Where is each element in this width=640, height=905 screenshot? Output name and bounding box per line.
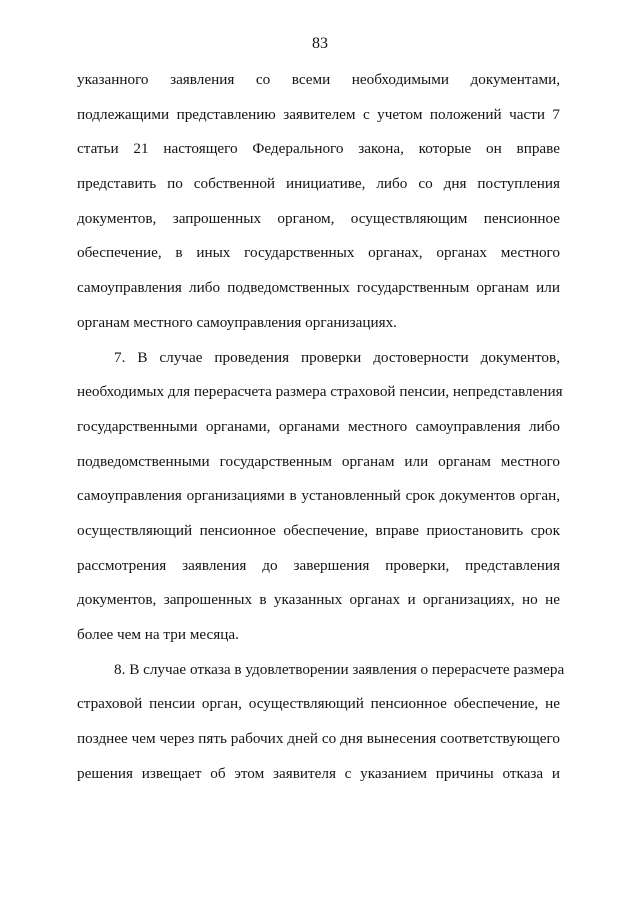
text-line: документов, запрошенных органом, осуществляющим пенсионное [77,209,560,227]
text-line: подлежащими представлению заявителем с учетом положений части 7 [77,105,560,123]
text-line: позднее чем через пять рабочих дней со дня вынесения соответствующего [77,730,560,748]
text-line: государственными органами, органами местного самоуправления либо [77,417,560,435]
page-number: 83 [312,35,328,52]
text-line: статьи 21 настоящего Федерального закона, которые он вправе [77,140,560,158]
text-line: необходимых для перерасчета размера страховой пенсии, непредставления [77,383,563,401]
text-line: документов, запрошенных в указанных органах и организациях, но не [77,591,560,609]
paragraph-8-start: 8. В случае отказа в удовлетворении заявления о перерасчете размера [114,660,565,678]
text-line: самоуправления организациями в установленный срок документов орган, [77,487,560,505]
text-line: осуществляющий пенсионное обеспечение, вправе приостановить срок [77,521,560,539]
text-line: более чем на три месяца. [77,626,239,643]
text-line: страховой пенсии орган, осуществляющий пенсионное обеспечение, не [77,695,560,713]
text-line: указанного заявления со всеми необходимыми документами, [77,71,560,88]
text-line: самоуправления либо подведомственных государственным органам или [77,279,560,297]
paragraph-7-start: 7. В случае проведения проверки достоверности документов, [114,348,560,366]
text-line: органам местного самоуправления организациях. [77,313,397,331]
text-line: решения извещает об этом заявителя с указанием причины отказа и [77,764,560,782]
text-line: представить по собственной инициативе, либо со дня поступления [77,175,560,193]
text-line: рассмотрения заявления до завершения проверки, представления [77,556,560,574]
text-line: обеспечение, в иных государственных органах, органах местного [77,244,560,262]
text-line: подведомственными государственным органам или органам местного [77,452,560,470]
document-body [77,70,565,798]
